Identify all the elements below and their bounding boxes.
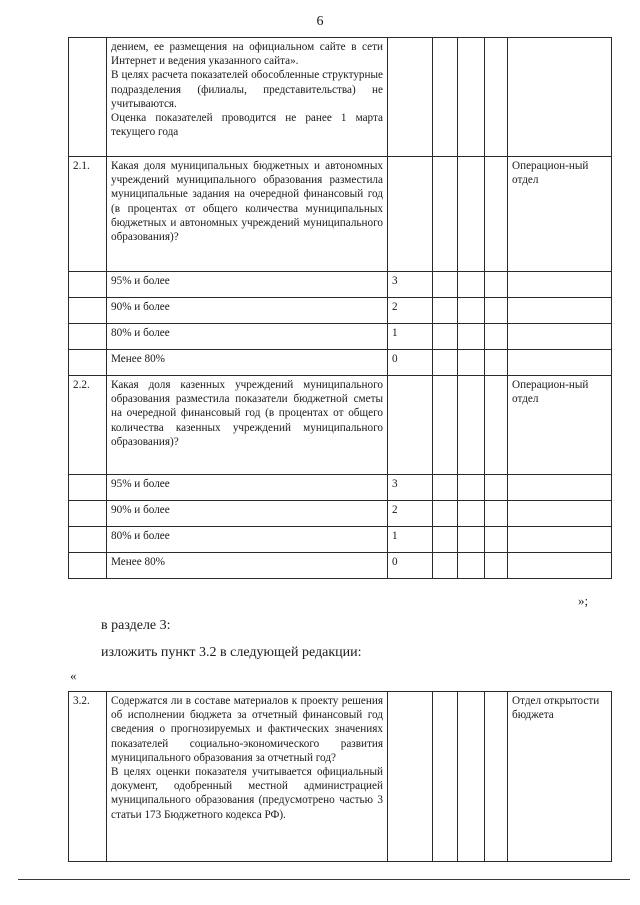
question-text: Какая доля казенных учреждений муниципального образования разместила показатели бюджетной сметы на очередной финансовый год (в процентах от общего количества казенных учреждений муниципального образования)? [107, 376, 388, 475]
responsible-department: Отдел открытости бюджета [508, 692, 612, 862]
criteria-table-section-3 [68, 691, 612, 862]
table-row-question [69, 376, 612, 475]
cell-a [433, 350, 458, 376]
cell-a [433, 527, 458, 553]
question-note: В целях оценки показателя учитывается официальный документ, одобренный местной администрацией муниципального образования (предусмотрено частью 3 статьи 173 Бюджетного кодекса РФ). [111, 766, 383, 821]
table-row-question [69, 692, 612, 862]
cell-num [69, 298, 107, 324]
cell-a [433, 298, 458, 324]
cell-score [388, 376, 433, 475]
cell-num [69, 527, 107, 553]
option-score: 3 [388, 272, 433, 298]
cell-responsible [508, 272, 612, 298]
cell-a [433, 501, 458, 527]
table-row-continuation [69, 38, 612, 157]
cell-c [485, 272, 508, 298]
cell-score [388, 692, 433, 862]
cell-c [485, 501, 508, 527]
cell-b [458, 324, 485, 350]
cell-c [485, 324, 508, 350]
cell-b [458, 38, 485, 157]
cell-a [433, 324, 458, 350]
cell-a [433, 157, 458, 272]
cell-b [458, 350, 485, 376]
question-text: Какая доля муниципальных бюджетных и автономных учреждений муниципального образования разместила муниципальные задания на очередной финансовый год (в процентах от общего количества муниципальных бюджетных и автономных учреждений муниципального образования)? [107, 157, 388, 272]
option-score: 1 [388, 324, 433, 350]
table-row-option [69, 527, 612, 553]
cell-b [458, 272, 485, 298]
cell-responsible [508, 350, 612, 376]
cell-a [433, 475, 458, 501]
cell-b [458, 692, 485, 862]
cell-num [69, 475, 107, 501]
cell-b [458, 157, 485, 272]
table-row-option [69, 553, 612, 579]
cell-b [458, 553, 485, 579]
option-label: 90% и более [107, 501, 388, 527]
option-score: 1 [388, 527, 433, 553]
cell-responsible [508, 553, 612, 579]
option-score: 2 [388, 298, 433, 324]
bottom-divider [18, 879, 630, 880]
question-text: Содержатся ли в составе материалов к проекту решения об исполнении бюджета за отчетный финансовый год сведения о прогнозируемых и фактических значениях показателей социально-экономического развития муниципального образования за отчетный год? [111, 695, 383, 764]
option-label: 95% и более [107, 272, 388, 298]
cell-c [485, 157, 508, 272]
option-score: 0 [388, 350, 433, 376]
table-row-question [69, 157, 612, 272]
cell-b [458, 298, 485, 324]
cell-num [69, 553, 107, 579]
cell-num [69, 501, 107, 527]
cell-question [107, 38, 388, 157]
question-cell [107, 692, 388, 862]
option-score: 2 [388, 501, 433, 527]
row-number: 3.2. [69, 692, 107, 862]
cell-responsible [508, 324, 612, 350]
cell-responsible [508, 501, 612, 527]
option-label: 95% и более [107, 475, 388, 501]
table-row-option [69, 501, 612, 527]
row-number: 2.2. [69, 376, 107, 475]
table-row-option [69, 324, 612, 350]
criteria-table-section-2 [68, 37, 612, 579]
option-label: 80% и более [107, 527, 388, 553]
cell-score [388, 157, 433, 272]
amendment-paragraph-instruction: изложить пункт 3.2 в следующей редакции: [101, 645, 362, 660]
cell-responsible [508, 475, 612, 501]
amendment-paragraph-section: в разделе 3: [101, 618, 171, 633]
table-row-option [69, 350, 612, 376]
cell-c [485, 38, 508, 157]
responsible-department: Операцион-ный отдел [508, 157, 612, 272]
option-score: 3 [388, 475, 433, 501]
cell-a [433, 692, 458, 862]
row-number: 2.1. [69, 157, 107, 272]
cell-c [485, 692, 508, 862]
cell-b [458, 376, 485, 475]
cell-b [458, 475, 485, 501]
option-score: 0 [388, 553, 433, 579]
cell-num [69, 38, 107, 157]
cell-c [485, 376, 508, 475]
page-number: 6 [316, 14, 324, 29]
cell-num [69, 324, 107, 350]
cell-responsible [508, 298, 612, 324]
table-row-option [69, 475, 612, 501]
note-exclusion: В целях расчета показателей обособленные структурные подразделения (филиалы, представительства) не учитываются. [111, 69, 383, 110]
cell-b [458, 527, 485, 553]
cell-c [485, 527, 508, 553]
option-label: Менее 80% [107, 350, 388, 376]
table-row-option [69, 298, 612, 324]
closing-quote: »; [578, 593, 589, 608]
opening-quote: « [70, 668, 77, 683]
cell-c [485, 350, 508, 376]
cell-c [485, 475, 508, 501]
cell-c [485, 553, 508, 579]
cell-a [433, 38, 458, 157]
cell-b [458, 501, 485, 527]
cell-a [433, 272, 458, 298]
cell-a [433, 376, 458, 475]
cell-c [485, 298, 508, 324]
option-label: Менее 80% [107, 553, 388, 579]
option-label: 80% и более [107, 324, 388, 350]
cell-score [388, 38, 433, 157]
responsible-department: Операцион-ный отдел [508, 376, 612, 475]
cell-a [433, 553, 458, 579]
continuation-text: дением, ее размещения на официальном сайте в сети Интернет и ведения указанного сайта». [111, 41, 383, 68]
option-label: 90% и более [107, 298, 388, 324]
table-row-option [69, 272, 612, 298]
cell-num [69, 350, 107, 376]
cell-responsible [508, 527, 612, 553]
note-timing: Оценка показателей проводится не ранее 1 марта текущего года [111, 112, 383, 139]
cell-num [69, 272, 107, 298]
cell-responsible [508, 38, 612, 157]
